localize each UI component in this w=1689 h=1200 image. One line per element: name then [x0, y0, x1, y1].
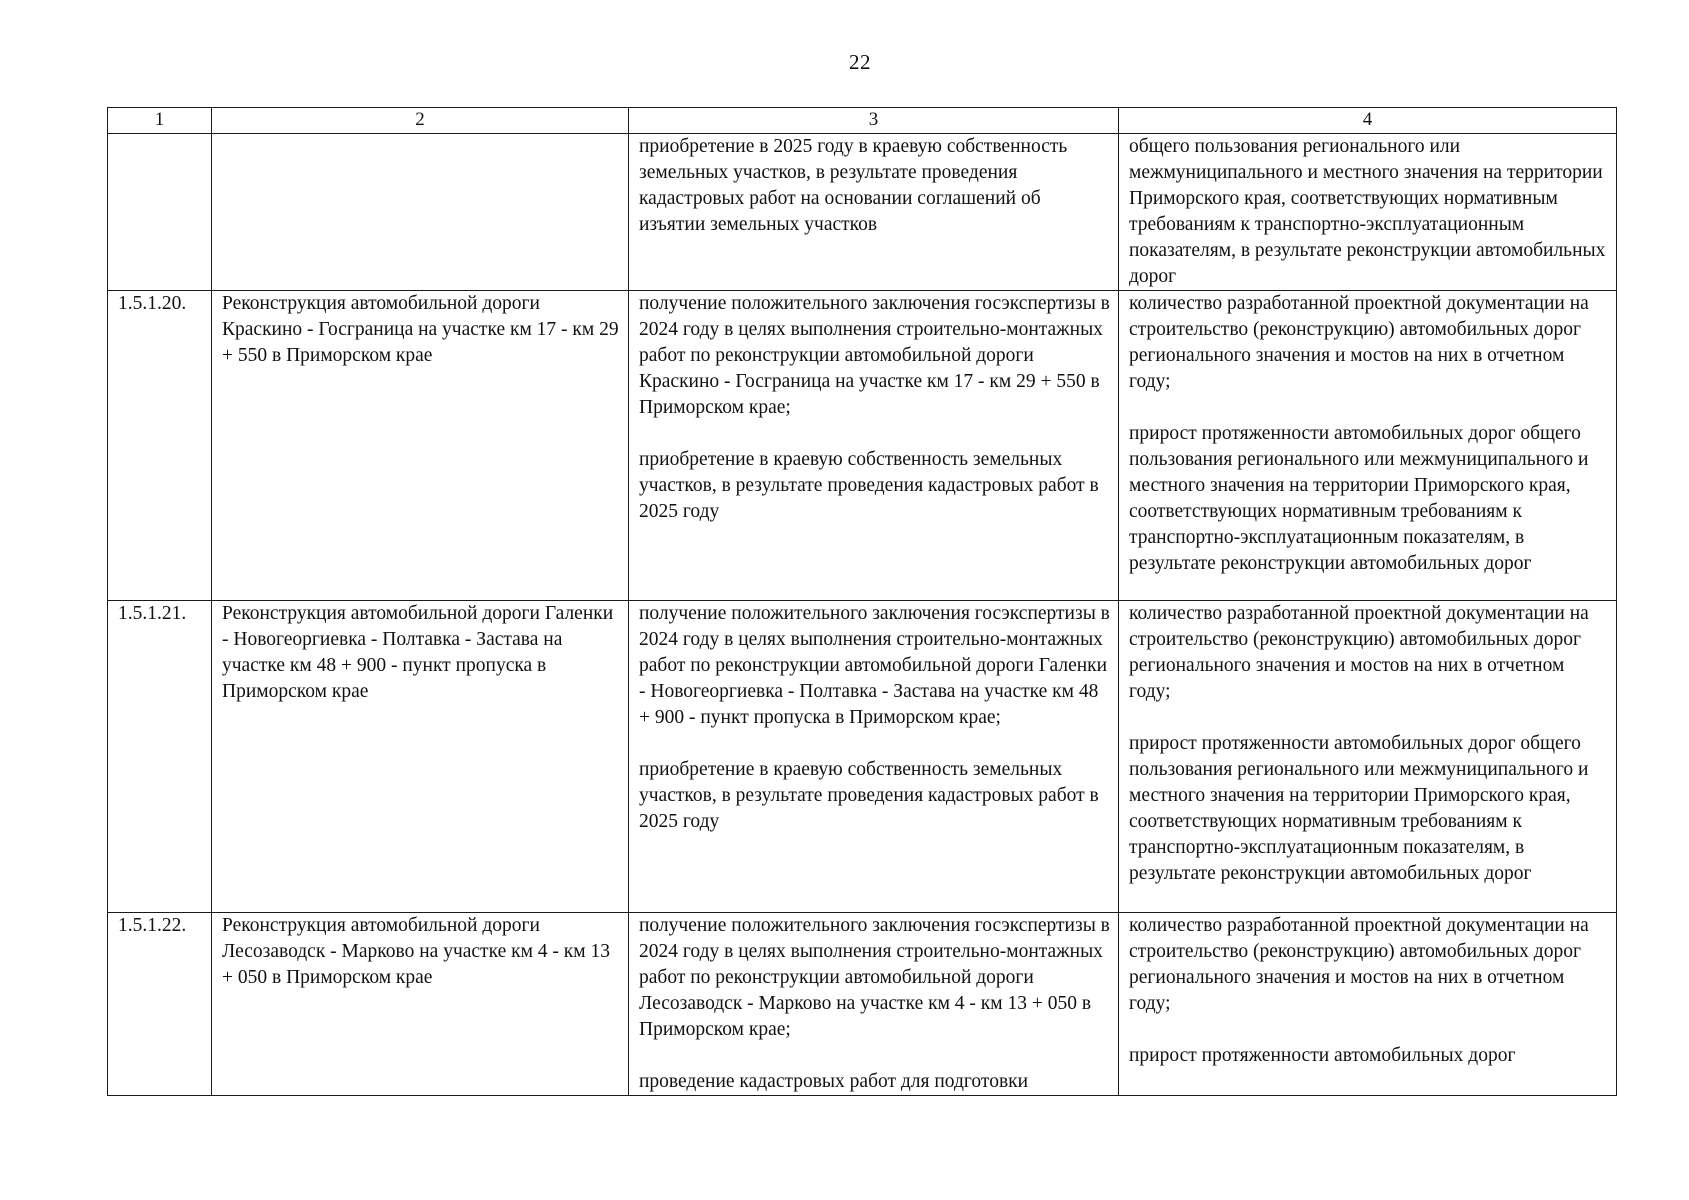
row-number: 1.5.1.21. — [108, 601, 212, 913]
measure-name — [212, 134, 629, 291]
measure-name: Реконструкция автомобильной дороги Краскино - Госграница на участке км 17 - км 29 + 550 в Приморском крае — [212, 291, 629, 601]
indicator-paragraph: количество разработанной проектной документации на строительство (реконструкцию) автомобильных дорог регионального значения и мостов на них в отчетном году; — [1129, 293, 1589, 392]
page-number: 22 — [849, 50, 871, 74]
column-header: 2 — [212, 108, 629, 134]
row-number: 1.5.1.20. — [108, 291, 212, 601]
table-header-row — [108, 108, 1617, 134]
result-paragraph: приобретение в краевую собственность земельных участков, в результате проведения кадастровых работ в 2025 году — [639, 449, 1099, 522]
measures-table — [107, 107, 1617, 1096]
table-row — [108, 601, 1617, 913]
result-paragraph: получение положительного заключения госэкспертизы в 2024 году в целях выполнения строительно-монтажных работ по реконструкции автомобильной дороги Лесозаводск - Марково на участке км 4 - км 13 + 050 в Приморском крае; — [639, 915, 1110, 1040]
indicator-link — [1119, 291, 1617, 601]
measure-name: Реконструкция автомобильной дороги Галенки - Новогеоргиевка - Полтавка - Застава на участке км 48 + 900 - пункт пропуска в Приморском крае — [212, 601, 629, 913]
row-number: 1.5.1.22. — [108, 913, 212, 1096]
column-header: 4 — [1119, 108, 1617, 134]
table-row — [108, 291, 1617, 601]
table-row — [108, 134, 1617, 291]
measure-name: Реконструкция автомобильной дороги Лесозаводск - Марково на участке км 4 - км 13 + 050 в Приморском крае — [212, 913, 629, 1096]
indicator-link — [1119, 601, 1617, 913]
indicator-paragraph: общего пользования регионального или межмуниципального и местного значения на территории Приморского края, соответствующих нормативным требованиям к транспортно-эксплуатационным показателям, в результате реконструкции автомобильных дорог — [1129, 136, 1606, 287]
column-header: 3 — [629, 108, 1119, 134]
result-paragraph: приобретение в краевую собственность земельных участков, в результате проведения кадастровых работ в 2025 году — [639, 759, 1099, 832]
result-paragraph: проведение кадастровых работ для подготовки — [639, 1071, 1029, 1092]
result-paragraph: приобретение в 2025 году в краевую собственность земельных участков, в результате проведения кадастровых работ на основании соглашений об изъятии земельных участков — [639, 136, 1068, 235]
table-row — [108, 913, 1617, 1096]
column-header: 1 — [108, 108, 212, 134]
result-paragraph: получение положительного заключения госэкспертизы в 2024 году в целях выполнения строительно-монтажных работ по реконструкции автомобильной дороги Краскино - Госграница на участке км 17 - км 29 + 550 в Приморском крае; — [639, 293, 1110, 418]
indicator-link — [1119, 134, 1617, 291]
indicator-paragraph: количество разработанной проектной документации на строительство (реконструкцию) автомобильных дорог регионального значения и мостов на них в отчетном году; — [1129, 603, 1589, 702]
expected-result — [629, 291, 1119, 601]
indicator-paragraph: прирост протяженности автомобильных дорог общего пользования регионального или межмуниципального и местного значения на территории Приморского края, соответствующих нормативным требованиям к транспортно-эксплуатационным показателям, в результате реконструкции автомобильных дорог — [1129, 423, 1589, 574]
result-paragraph: получение положительного заключения госэкспертизы в 2024 году в целях выполнения строительно-монтажных работ по реконструкции автомобильной дороги Галенки - Новогеоргиевка - Полтавка - Застава на участке км 48 + 900 - пункт пропуска в Приморском крае; — [639, 603, 1110, 728]
indicator-paragraph: количество разработанной проектной документации на строительство (реконструкцию) автомобильных дорог регионального значения и мостов на них в отчетном году; — [1129, 915, 1589, 1014]
indicator-paragraph: прирост протяженности автомобильных дорог общего пользования регионального или межмуниципального и местного значения на территории Приморского края, соответствующих нормативным требованиям к транспортно-эксплуатационным показателям, в результате реконструкции автомобильных дорог — [1129, 733, 1589, 884]
indicator-paragraph: прирост протяженности автомобильных дорог — [1129, 1045, 1516, 1066]
row-number — [108, 134, 212, 291]
expected-result — [629, 913, 1119, 1096]
expected-result — [629, 134, 1119, 291]
expected-result — [629, 601, 1119, 913]
indicator-link — [1119, 913, 1617, 1096]
